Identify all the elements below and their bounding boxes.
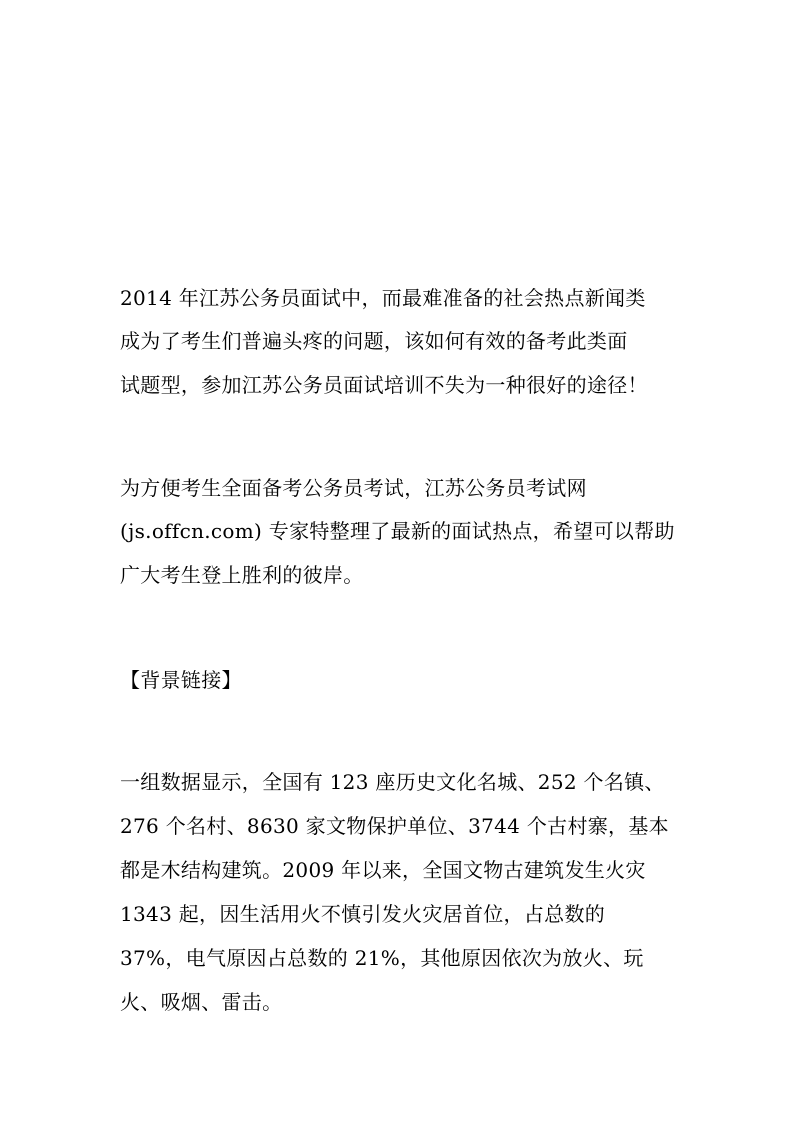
paragraph-3-line-3: 都是木结构建筑。2009 年以来，全国文物古建筑发生火灾	[120, 858, 646, 882]
paragraph-2-line-3: 广大考生登上胜利的彼岸。	[120, 563, 364, 587]
paragraph-3-line-4: 1343 起，因生活用火不慎引发火灾居首位，占总数的	[120, 902, 606, 926]
paragraph-2-line-2: (js.offcn.com) 专家特整理了最新的面试热点，希望可以帮助	[120, 519, 675, 543]
paragraph-3-line-2: 276 个名村、8630 家文物保护单位、3744 个古村寨，基本	[120, 814, 669, 838]
paragraph-1-line-1: 2014 年江苏公务员面试中，而最难准备的社会热点新闻类	[120, 286, 646, 310]
paragraph-1-line-3: 试题型，参加江苏公务员面试培训不失为一种很好的途径！	[120, 373, 648, 397]
paragraph-1-line-2: 成为了考生们普遍头疼的问题，该如何有效的备考此类面	[120, 329, 628, 353]
paragraph-3-line-1: 一组数据显示，全国有 123 座历史文化名城、252 个名镇、	[120, 770, 665, 794]
paragraph-3-line-5: 37%，电气原因占总数的 21%，其他原因依次为放火、玩	[120, 946, 644, 970]
paragraph-2-line-1: 为方便考生全面备考公务员考试，江苏公务员考试网	[120, 476, 587, 500]
paragraph-3-line-6: 火、吸烟、雷击。	[120, 990, 283, 1014]
section-heading: 【背景链接】	[120, 668, 242, 692]
